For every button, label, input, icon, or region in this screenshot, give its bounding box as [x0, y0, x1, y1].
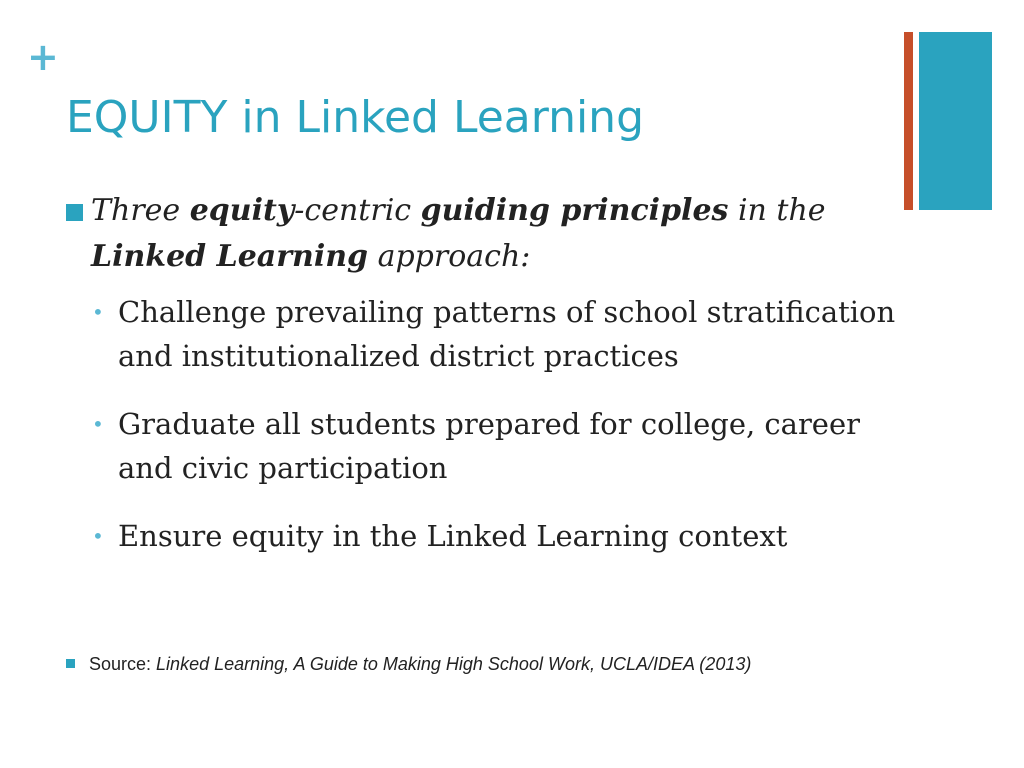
- slide-title: EQUITY in Linked Learning: [66, 92, 644, 143]
- source-label: Source:: [89, 654, 157, 674]
- source-note: [66, 652, 751, 676]
- lead-bullet: [66, 188, 896, 280]
- lead-text-part: approach:: [368, 239, 531, 274]
- lead-emphasis-guiding-principles: guiding principles: [420, 193, 729, 228]
- bullet-dot-icon: •: [92, 524, 104, 548]
- square-bullet-icon: [66, 204, 83, 221]
- orange-accent-bar: [904, 32, 913, 210]
- list-item-text: Graduate all students prepared for college, career and civic participation: [118, 407, 860, 485]
- bullet-dot-icon: •: [92, 412, 104, 436]
- source-citation: Linked Learning, A Guide to Making High School Work, UCLA/IDEA (2013): [156, 654, 752, 674]
- list-item: [88, 514, 898, 558]
- lead-emphasis-linked-learning: Linked Learning: [91, 239, 369, 274]
- lead-text: [91, 188, 896, 280]
- lead-text-part: Three: [91, 193, 190, 228]
- list-item: [88, 402, 898, 490]
- list-item-text: Challenge prevailing patterns of school stratification and institutionalized district practices: [118, 295, 896, 373]
- plus-icon: +: [27, 35, 59, 79]
- teal-accent-bar: [919, 32, 992, 210]
- list-item: [88, 290, 898, 378]
- list-item-text: Ensure equity in the Linked Learning context: [118, 519, 788, 553]
- lead-text-part: in the: [728, 193, 826, 228]
- bullet-dot-icon: •: [92, 300, 104, 324]
- square-bullet-icon: [66, 659, 75, 668]
- lead-emphasis-equity: equity: [189, 193, 295, 228]
- lead-text-part: -centric: [294, 193, 421, 228]
- principles-list: [88, 290, 898, 582]
